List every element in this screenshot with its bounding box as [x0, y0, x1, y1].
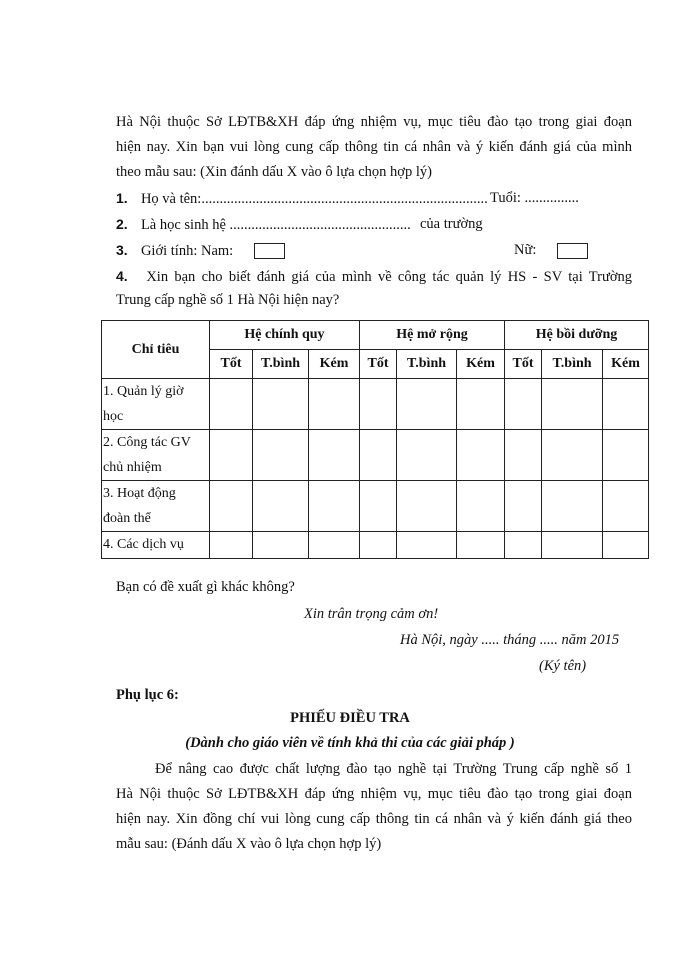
- group-header-extended: Hệ mở rộng: [360, 321, 505, 350]
- intro-line-1: Hà Nội thuộc Sở LĐTB&XH đáp ứng nhiệm vụ, mục tiêu đào tạo trong giai đoạn: [116, 114, 632, 130]
- school-suffix: của trường: [420, 216, 483, 232]
- student-system-label: Là học sinh hệ: [140, 217, 226, 233]
- evaluation-table: [101, 320, 649, 559]
- age-question: [490, 190, 579, 207]
- question-1: [116, 190, 488, 208]
- sub-header-poor: Kém: [603, 350, 649, 379]
- student-system-field[interactable]: ..................................................: [229, 217, 411, 233]
- rating-cell[interactable]: [457, 379, 505, 430]
- rating-cell[interactable]: [309, 430, 360, 481]
- question-1-number: 1.: [116, 190, 128, 206]
- age-field[interactable]: ...............: [524, 190, 579, 206]
- gender-male-label: Giới tính: Nam:: [140, 243, 234, 259]
- rating-cell[interactable]: [397, 379, 457, 430]
- row-label: 1. Quản lý giờ học: [102, 379, 210, 430]
- rating-cell[interactable]: [457, 532, 505, 559]
- appendix-label: Phụ lục 6:: [116, 687, 179, 703]
- female-checkbox[interactable]: [557, 243, 588, 259]
- group-header-regular: Hệ chính quy: [210, 321, 360, 350]
- intro-line-3: theo mẫu sau: (Xin đánh dấu X vào ô lựa chọn hợp lý): [116, 164, 432, 180]
- appendix-para-line-3: hiện nay. Xin đồng chí vui lòng cung cấp thông tin cá nhân và ý kiến đánh giá theo: [116, 811, 632, 827]
- rating-cell[interactable]: [210, 481, 253, 532]
- appendix-para-line-2: Hà Nội thuộc Sở LĐTB&XH đáp ứng nhiệm vụ, mục tiêu đào tạo trong giai đoạn: [116, 786, 632, 802]
- sub-header-good: Tốt: [360, 350, 397, 379]
- table-row: [102, 532, 649, 559]
- criteria-header: Chỉ tiêu: [102, 321, 210, 379]
- rating-cell[interactable]: [397, 481, 457, 532]
- appendix-para-line-1: Để nâng cao được chất lượng đào tạo nghề tại Trường Trung cấp nghề số 1: [155, 761, 632, 777]
- question-4-text-2: Trung cấp nghề số 1 Hà Nội hiện nay?: [116, 292, 340, 308]
- question-4-number: 4.: [116, 268, 128, 284]
- rating-cell[interactable]: [360, 430, 397, 481]
- rating-cell[interactable]: [603, 481, 649, 532]
- rating-cell[interactable]: [253, 481, 309, 532]
- rating-cell[interactable]: [397, 430, 457, 481]
- gender-female-label: Nữ:: [514, 242, 537, 258]
- table-row: [102, 379, 649, 430]
- question-4-text: Xin bạn cho biết đánh giá của mình về công tác quản lý HS - SV tại Trường: [146, 269, 633, 285]
- row-label: 3. Hoạt động đoàn thể: [102, 481, 210, 532]
- rating-cell[interactable]: [457, 430, 505, 481]
- rating-cell[interactable]: [542, 379, 603, 430]
- row-label: 2. Công tác GV chủ nhiệm: [102, 430, 210, 481]
- rating-cell[interactable]: [210, 379, 253, 430]
- rating-cell[interactable]: [360, 532, 397, 559]
- male-checkbox[interactable]: [254, 243, 285, 259]
- sub-header-good: Tốt: [210, 350, 253, 379]
- rating-cell[interactable]: [542, 532, 603, 559]
- table-row: [102, 430, 649, 481]
- date-line: Hà Nội, ngày ..... tháng ..... năm 2015: [400, 632, 620, 648]
- sub-header-poor: Kém: [457, 350, 505, 379]
- rating-cell[interactable]: [309, 532, 360, 559]
- intro-line-2: hiện nay. Xin bạn vui lòng cung cấp thông tin cá nhân và ý kiến đánh giá của mình: [116, 139, 632, 155]
- appendix-para-line-4: mẫu sau: (Đánh dấu X vào ô lựa chọn hợp lý): [116, 836, 382, 852]
- question-3: [116, 242, 233, 260]
- survey-subtitle: (Dành cho giáo viên về tính khả thi của các giải pháp ): [185, 735, 515, 751]
- rating-cell[interactable]: [603, 379, 649, 430]
- group-header-training: Hệ bồi dưỡng: [505, 321, 649, 350]
- survey-title: PHIẾU ĐIỀU TRA: [290, 710, 410, 726]
- rating-cell[interactable]: [397, 532, 457, 559]
- name-label: Họ và tên:: [140, 191, 202, 207]
- rating-cell[interactable]: [309, 379, 360, 430]
- row-label: 4. Các dịch vụ: [102, 532, 210, 559]
- question-4: [116, 268, 632, 286]
- question-2-number: 2.: [116, 216, 128, 232]
- rating-cell[interactable]: [542, 481, 603, 532]
- sub-header-average: T.bình: [397, 350, 457, 379]
- rating-cell[interactable]: [505, 481, 542, 532]
- rating-cell[interactable]: [457, 481, 505, 532]
- rating-cell[interactable]: [253, 430, 309, 481]
- signature-line: (Ký tên): [539, 658, 587, 674]
- question-3-number: 3.: [116, 242, 128, 258]
- rating-cell[interactable]: [253, 532, 309, 559]
- sub-header-poor: Kém: [309, 350, 360, 379]
- rating-cell[interactable]: [309, 481, 360, 532]
- rating-cell[interactable]: [505, 532, 542, 559]
- rating-cell[interactable]: [505, 379, 542, 430]
- rating-cell[interactable]: [360, 379, 397, 430]
- sub-header-average: T.bình: [253, 350, 309, 379]
- name-field[interactable]: ...............................................................................: [201, 191, 488, 207]
- rating-cell[interactable]: [505, 430, 542, 481]
- age-label: Tuổi:: [490, 190, 521, 206]
- rating-cell[interactable]: [253, 379, 309, 430]
- rating-cell[interactable]: [210, 532, 253, 559]
- rating-cell[interactable]: [360, 481, 397, 532]
- rating-cell[interactable]: [603, 532, 649, 559]
- table-row: [102, 481, 649, 532]
- rating-cell[interactable]: [603, 430, 649, 481]
- sub-header-good: Tốt: [505, 350, 542, 379]
- sub-header-average: T.bình: [542, 350, 603, 379]
- suggestion-question: Bạn có đề xuất gì khác không?: [116, 579, 295, 595]
- thanks-line: Xin trân trọng cảm ơn!: [304, 606, 439, 622]
- rating-cell[interactable]: [542, 430, 603, 481]
- rating-cell[interactable]: [210, 430, 253, 481]
- question-2: [116, 216, 411, 234]
